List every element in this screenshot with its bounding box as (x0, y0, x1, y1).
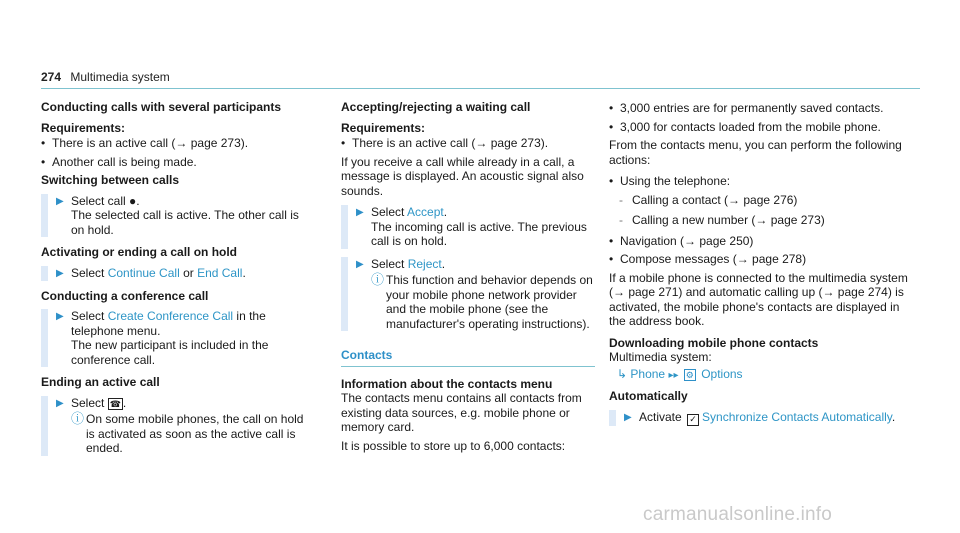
requirements-label: Requirements: (341, 120, 426, 135)
heading-downloading: Downloading mobile phone contacts (609, 335, 819, 350)
column-1 (41, 100, 311, 464)
step-text: in the telephone menu. (71, 309, 266, 338)
step-text: . (122, 395, 127, 410)
step-text: or (179, 265, 198, 280)
step-text: Select (71, 265, 108, 280)
step-bar (341, 205, 348, 249)
phone-icon[interactable]: ☎ (109, 398, 121, 409)
step-text: Activate (639, 409, 686, 424)
options-menu-link[interactable]: Options (701, 366, 743, 381)
heading-contacts-info: Information about the contacts menu (341, 376, 553, 391)
paragraph: It is possible to store up to 6,000 contacts: (341, 438, 566, 453)
step-result: The incoming call is active. The previous call is on hold. (371, 219, 587, 248)
info-icon: ⓘ (71, 411, 85, 426)
note-text: This function and behavior depends on your mobile phone network provider and the mobile phone (see the manufacturer's operating instructions). (386, 273, 593, 331)
step-text: Select (371, 256, 408, 271)
header-rule (41, 88, 920, 89)
page-number: 274 (41, 70, 62, 84)
section-title: Multimedia system (70, 70, 170, 84)
requirement-item: • There is an active call (→ page 273). (341, 136, 595, 151)
section-heading-contacts: Contacts (341, 348, 595, 367)
heading-several-participants: Conducting calls with several participants (41, 100, 282, 114)
step-activate (41, 266, 311, 281)
arrow-right-icon: ▶ (56, 267, 64, 279)
column-3 (609, 100, 909, 434)
step-text: . (891, 409, 896, 424)
step-bar (41, 396, 48, 456)
sub-list-item: - Calling a new number (→ page 273) (609, 213, 909, 228)
arrow-right-icon: ▶ (56, 195, 64, 207)
step-accept (341, 205, 595, 249)
end-call-link[interactable]: End Call (197, 265, 243, 280)
step-switch (41, 194, 311, 238)
reject-link[interactable]: Reject (407, 256, 442, 271)
note-text: On some mobile phones, the call on hold is activated as soon as the active call is ended. (86, 412, 304, 455)
arrow-right-icon: ▶ (624, 411, 632, 423)
step-text: Select call ●. (71, 193, 140, 208)
step-result: The selected call is active. The other call is on hold. (71, 208, 299, 237)
list-item: • 3,000 entries are for permanently saved contacts. (609, 101, 909, 116)
column-2 (341, 100, 595, 460)
paragraph: If a mobile phone is connected to the multimedia system (→ page 271) and automatic calling up (→ page 274) is activated, the mobile phone's contacts are displayed in the address book. (609, 270, 908, 328)
gear-icon[interactable]: ⚙ (685, 369, 694, 380)
heading-waiting-call: Accepting/rejecting a waiting call (341, 100, 531, 114)
check-icon[interactable]: ✓ (687, 414, 699, 426)
info-note (371, 273, 595, 331)
heading-conference: Conducting a conference call (41, 288, 209, 303)
heading-switching: Switching between calls (41, 173, 180, 187)
step-text: . (242, 265, 246, 280)
arrow-right-icon: ▶ (356, 258, 364, 270)
heading-ending: Ending an active call (41, 375, 160, 389)
step-text: . (441, 256, 446, 271)
step-bar (341, 257, 348, 332)
arrow-right-icon: ▶ (356, 207, 364, 218)
info-note (71, 412, 311, 456)
arrow-right-icon: ▶ (56, 311, 64, 322)
heading-automatically: Automatically (609, 389, 688, 403)
step-bar (41, 266, 48, 281)
step-reject (341, 257, 595, 332)
step-bar (41, 194, 48, 238)
paragraph: If you receive a call while already in a call, a message is displayed. An acoustic signal also sounds. (341, 154, 584, 198)
info-icon: ⓘ (371, 272, 385, 287)
step-sync (609, 410, 909, 426)
step-text: . (443, 205, 448, 219)
requirements-label: Requirements: (41, 120, 126, 135)
list-item: • Compose messages (→ page 278) (609, 252, 909, 267)
step-bar (609, 410, 616, 426)
step-conference (41, 309, 311, 367)
page-header (41, 70, 170, 85)
path-arrow-icon: ↳ (617, 366, 628, 381)
list-item: • 3,000 for contacts loaded from the mobile phone. (609, 120, 909, 135)
menu-path-label: Multimedia system: (609, 350, 712, 364)
double-chevron-icon: ▸▸ (668, 369, 679, 381)
paragraph: From the contacts menu, you can perform the following actions: (609, 138, 902, 167)
step-end (41, 396, 311, 456)
list-item: • Navigation (→ page 250) (609, 234, 909, 249)
step-text: Select (71, 309, 108, 323)
requirement-item: • Another call is being made. (41, 155, 311, 170)
step-bar (41, 309, 48, 367)
step-text: Select (371, 205, 408, 219)
requirement-item: • There is an active call (→ page 273). (41, 136, 311, 151)
create-conference-call-link[interactable]: Create Conference Call (107, 309, 234, 323)
step-result: The new participant is included in the conference call. (71, 338, 269, 367)
accept-link[interactable]: Accept (407, 205, 444, 219)
continue-call-link[interactable]: Continue Call (107, 265, 180, 280)
heading-activating: Activating or ending a call on hold (41, 245, 238, 259)
sub-list-item: - Calling a contact (→ page 276) (609, 193, 909, 208)
list-item: • Using the telephone: (609, 174, 909, 189)
phone-menu-link[interactable]: Phone (630, 366, 666, 381)
synchronize-contacts-link[interactable]: Synchronize Contacts Automatically (702, 409, 892, 424)
paragraph: The contacts menu contains all contacts from existing data sources, e.g. mobile phone or memory card. (341, 391, 582, 434)
menu-path (609, 367, 909, 384)
step-text: Select (71, 395, 108, 410)
arrow-right-icon: ▶ (56, 397, 64, 409)
watermark: carmanualsonline.info (643, 504, 833, 525)
